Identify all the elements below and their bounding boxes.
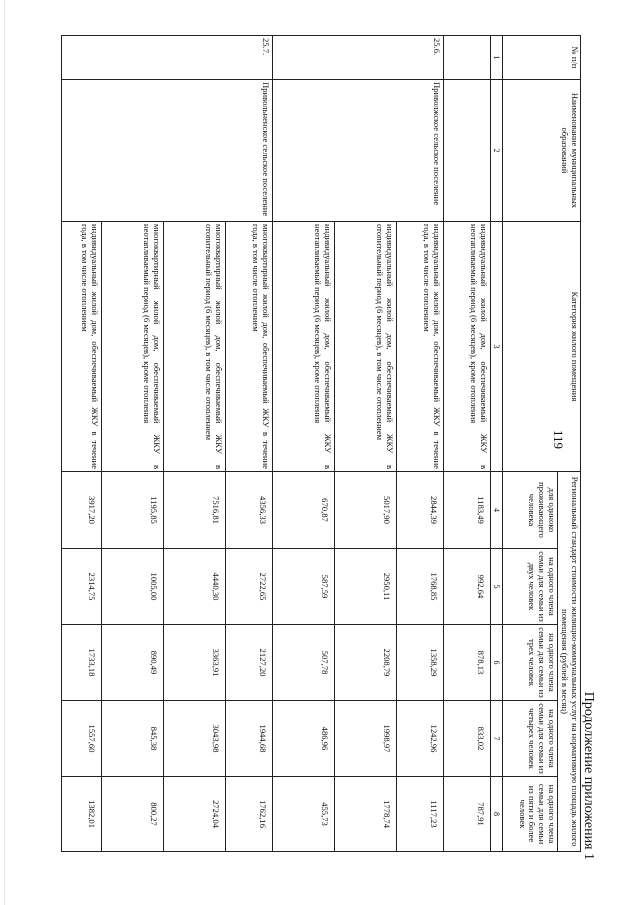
table-row (226, 36, 273, 852)
category-cell: многоквартирный жилой дом, обеспечиваемый ЖКУ в течение года, в том числе отоплением (226, 222, 273, 472)
table-row (335, 36, 397, 852)
column-number: 4 (491, 472, 503, 549)
value-cell: 507,78 (273, 625, 335, 701)
row-number (444, 36, 491, 80)
value-cell: 4356,33 (226, 472, 273, 549)
header-col4: для одиноко проживающего человека (503, 472, 558, 549)
table-row (397, 36, 444, 852)
value-cell: 1762,16 (226, 777, 273, 852)
value-cell: 455,73 (273, 777, 335, 852)
value-cell: 992,64 (444, 549, 491, 625)
column-number: 1 (491, 36, 503, 80)
value-cell: 1242,96 (397, 701, 444, 777)
header-col6: на одного члена семьи для семьи из трех человек (503, 625, 558, 701)
header-category: Категория жилого помещения (503, 222, 581, 472)
municipality-name: Привольненское сельское поселение (226, 80, 273, 222)
column-number: 8 (491, 777, 503, 852)
value-cell: 1117,23 (397, 777, 444, 852)
value-cell: 5017,90 (335, 472, 397, 549)
housing-standard-table (61, 35, 581, 852)
header-col8: на одного члена семьи для семьи из пяти и более человек (503, 777, 558, 852)
category-cell: индивидуальный жилой дом, обеспечиваемый ЖКУ в неотапливаемый период (6 месяцев), кроме отопления (273, 222, 335, 472)
value-cell: 878,13 (444, 625, 491, 701)
header-standard: Региональный стандарт стоимости жилищно-коммунальных услуг на нормативную площадь жилого помещения (рублей в месяц) (558, 472, 581, 852)
row-number (335, 36, 397, 80)
column-number: 6 (491, 625, 503, 701)
value-cell: 670,87 (273, 472, 335, 549)
value-cell: 1358,29 (397, 625, 444, 701)
value-cell: 587,59 (273, 549, 335, 625)
header-col7: на одного члена семьи для семьи из четырех человек (503, 701, 558, 777)
value-cell: 3043,98 (164, 701, 226, 777)
value-cell: 890,49 (102, 625, 164, 701)
value-cell: 2950,11 (335, 549, 397, 625)
header-col5: на одного члена семьи для семьи из двух человек (503, 549, 558, 625)
value-cell: 1778,74 (335, 777, 397, 852)
value-cell: 2722,65 (226, 549, 273, 625)
municipality-name (273, 80, 335, 222)
municipality-name (102, 80, 164, 222)
row-number (102, 36, 164, 80)
municipality-name (335, 80, 397, 222)
value-cell: 1998,97 (335, 701, 397, 777)
municipality-name: Приволжское сельское поселение (397, 80, 444, 222)
value-cell: 1557,60 (62, 701, 102, 777)
value-cell: 845,38 (102, 701, 164, 777)
row-number: 25.7. (226, 36, 273, 80)
value-cell: 1944,68 (226, 701, 273, 777)
header-no: № п/п (503, 36, 581, 80)
table-row (444, 36, 491, 852)
value-cell: 2208,79 (335, 625, 397, 701)
table-row (62, 36, 102, 852)
category-cell: индивидуальный жилой дом, обеспечиваемый ЖКУ в отопительный период (6 месяцев), в том числе отоплением (335, 222, 397, 472)
value-cell: 787,91 (444, 777, 491, 852)
value-cell: 833,02 (444, 701, 491, 777)
category-cell: индивидуальный жилой дом, обеспечиваемый ЖКУ в неотапливаемый период (6 месяцев), кроме отопления (444, 222, 491, 472)
municipality-name (444, 80, 491, 222)
value-cell: 2724,04 (164, 777, 226, 852)
value-cell: 1768,85 (397, 549, 444, 625)
value-cell: 7516,81 (164, 472, 226, 549)
table-row (164, 36, 226, 852)
value-cell: 4440,30 (164, 549, 226, 625)
table-row (273, 36, 335, 852)
value-cell: 3363,91 (164, 625, 226, 701)
column-number: 5 (491, 549, 503, 625)
value-cell: 2844,39 (397, 472, 444, 549)
page-number: 119 (551, 430, 566, 450)
value-cell: 1733,18 (62, 625, 102, 701)
continuation-caption: Продолжение приложения 1 (581, 691, 596, 860)
value-cell: 1005,00 (102, 549, 164, 625)
value-cell: 1382,01 (62, 777, 102, 852)
value-cell: 2314,75 (62, 549, 102, 625)
table-row (102, 36, 164, 852)
category-cell: многоквартирный жилой дом, обеспечиваемый ЖКУ в отопительный период (6 месяцев), в том числе отоплением (164, 222, 226, 472)
row-number: 25.6. (397, 36, 444, 80)
category-cell: многоквартирный жилой дом, обеспечиваемый ЖКУ в неотапливаемый период (6 месяцев), кроме отопления (102, 222, 164, 472)
value-cell: 1195,85 (102, 472, 164, 549)
column-number: 2 (491, 80, 503, 222)
value-cell: 800,27 (102, 777, 164, 852)
category-cell: индивидуальный жилой дом, обеспечиваемый ЖКУ в течение года, в том числе отоплением (397, 222, 444, 472)
column-number: 3 (491, 222, 503, 472)
value-cell: 3917,20 (62, 472, 102, 549)
municipality-name (62, 80, 102, 222)
header-municipality: Наименование муниципальных образований (503, 80, 581, 222)
value-cell: 1183,49 (444, 472, 491, 549)
row-number (164, 36, 226, 80)
row-number (62, 36, 102, 80)
column-number: 7 (491, 701, 503, 777)
municipality-name (164, 80, 226, 222)
row-number (273, 36, 335, 80)
value-cell: 2127,20 (226, 625, 273, 701)
category-cell: индивидуальный жилой дом, обеспечиваемый ЖКУ в течение года, в том числе отоплением (62, 222, 102, 472)
value-cell: 486,96 (273, 701, 335, 777)
column-number-row (491, 36, 503, 852)
